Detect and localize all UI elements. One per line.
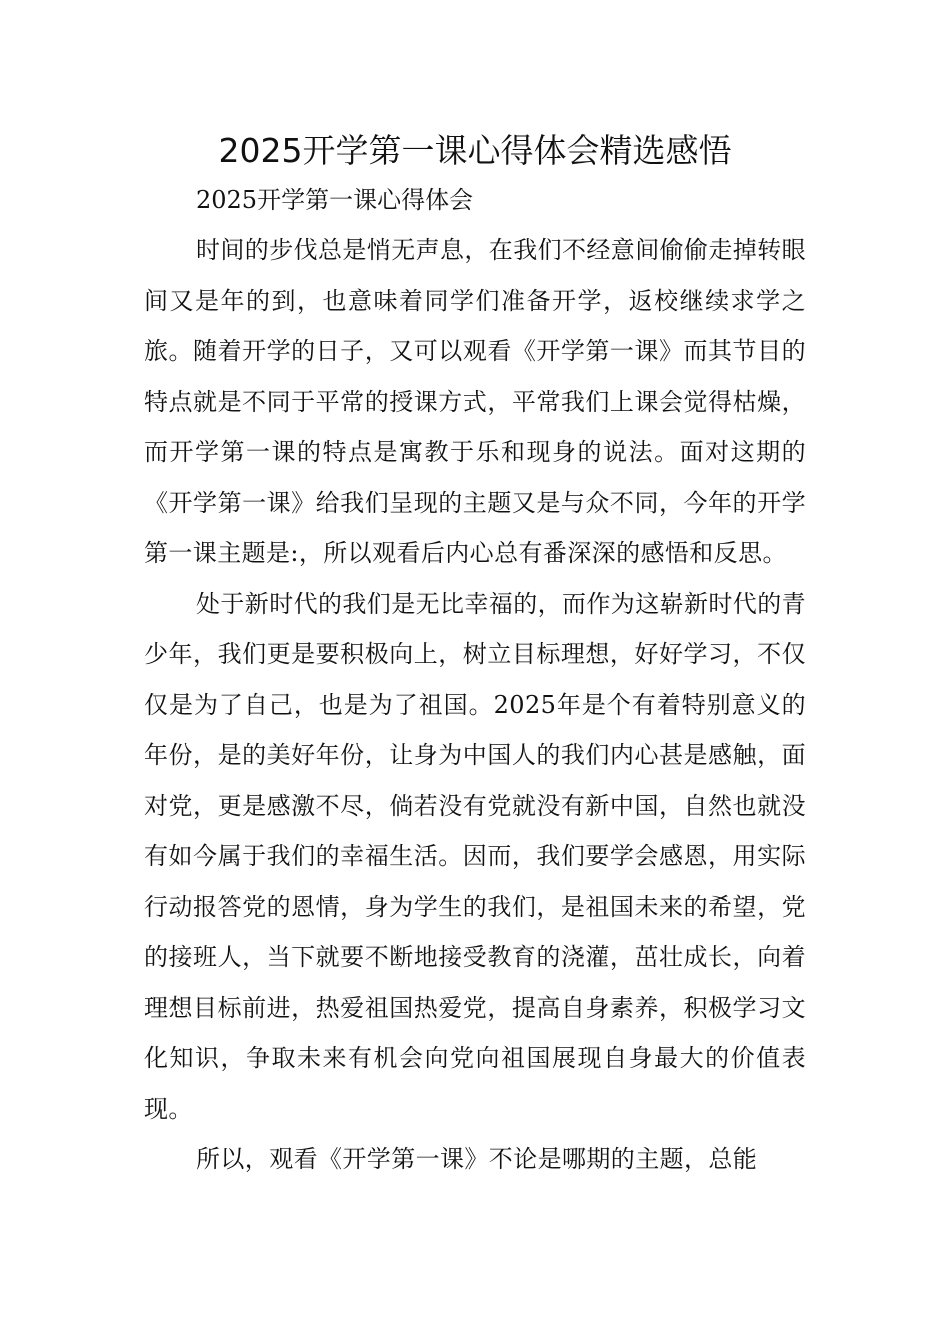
document-title: 2025开学第一课心得体会精选感悟 — [218, 131, 732, 170]
paragraph-3: 所以，观看《开学第一课》不论是哪期的主题，总能 — [196, 1145, 758, 1173]
paragraph-2: 处于新时代的我们是无比幸福的，而作为这崭新时代的青少年，我们更是要积极向上，树立目标理想，好好学习，不仅仅是为了自己，也是为了祖国。2025年是个有着特别意义的年份，是的美好年份，让身为中国人的我们内心甚是感触，面对党，更是感激不尽，倘若没有党就没有新中国，自然也就没有如今属于我们的幸福生活。因而，我们要学会感恩，用实际行动报答党的恩情，身为学生的我们，是祖国未来的希望，党的接班人，当下就要不断地接受教育的浇灌，茁壮成长，向着理想目标前进，热爱祖国热爱党，提高自身素养，积极学习文化知识，争取未来有机会向党向祖国展现自身最大的价值表现。 — [144, 589, 806, 1123]
document-subtitle: 2025开学第一课心得体会 — [196, 186, 474, 214]
paragraph-1: 时间的步伐总是悄无声息，在我们不经意间偷偷走掉转眼间又是年的到，也意味着同学们准备开学，返校继续求学之旅。随着开学的日子，又可以观看《开学第一课》而其节目的特点就是不同于平常的授课方式，平常我们上课会觉得枯燥，而开学第一课的特点是寓教于乐和现身的说法。面对这期的《开学第一课》给我们呈现的主题又是与众不同，今年的开学第一课主题是:，所以观看后内心总有番深深的感悟和反思。 — [144, 236, 806, 567]
document-body — [144, 225, 806, 1185]
